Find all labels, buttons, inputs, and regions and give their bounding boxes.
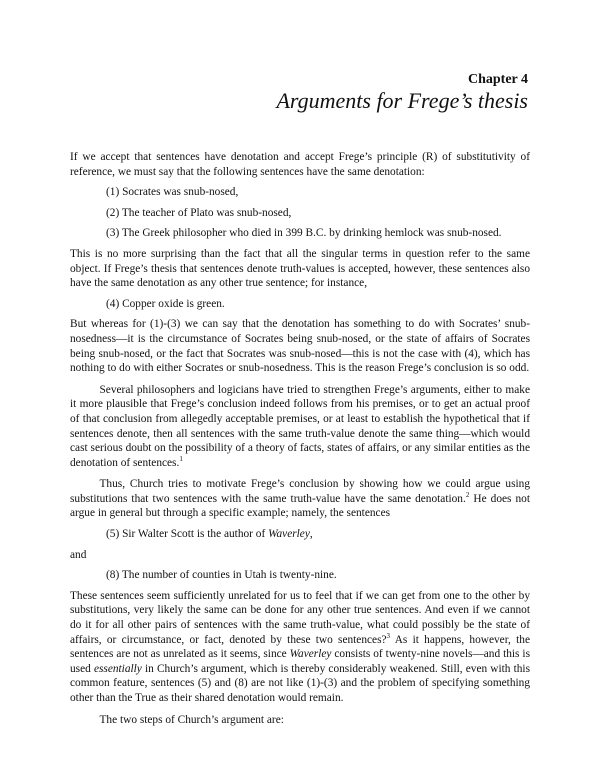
- paragraph: If we accept that sentences have denotation and accept Frege’s principle (R) of substitutivity of reference, we must say that the following sentences have the same denotation:: [70, 151, 530, 178]
- body-text: [70, 150, 530, 727]
- paragraph-text: Several philosophers and logicians have tried to strengthen Frege’s arguments, either to make it more plausible that Frege’s conclusion indeed follows from his premises, or to get an actual proof of that conclusion from allegedly acceptable premises, or at least to establish the hypothetical that if sentences denote, then all sentences with the same truth-value denote the same thing—which would cast serious doubt on the possibility of a theory of facts, states of affairs, or any similar entities as the denotation of sentences.: [70, 383, 530, 469]
- conjunction: and: [70, 548, 87, 561]
- example-sentence: (8) The number of counties in Utah is twenty-nine.: [106, 569, 337, 582]
- paragraph-text: As it happens, however, the sentences are not as unrelated as it seems, since: [70, 633, 530, 661]
- paragraph: [70, 589, 530, 706]
- book-title: Waverley: [268, 528, 310, 541]
- paragraph-text: Thus, Church tries to motivate Frege’s conclusion by showing how we could argue using substitutions that two sentences with the same truth-value have the same denotation.: [70, 478, 530, 505]
- book-title: Waverley: [289, 648, 332, 661]
- chapter-title: Arguments for Frege’s thesis: [276, 88, 528, 113]
- example-text: ,: [309, 528, 313, 541]
- footnote-ref: 1: [179, 454, 183, 463]
- paragraph: The two steps of Church’s argument are:: [99, 713, 284, 726]
- paragraph-text: These sentences seem sufficiently unrelated for us to feel that if we can get from one to the other by substitutions, very likely the same can be done for any other true sentences. And even if we cannot do it for all other pairs of sentences with the same truth-value, what could possibly be the state of affairs, or circumstance, or fact, denoted by these two sentences?: [70, 589, 530, 646]
- paragraph: [70, 383, 530, 471]
- footnote-ref: 3: [386, 631, 391, 640]
- paragraph: But whereas for (1)-(3) we can say that the denotation has something to do with Socrates’ snub-nosedness—it is the circumstance of Socrates being snub-nosed, or the state of affairs of Socrates being snub-nosed, or the fact that Socrates was snub-nosed—this is not the case with (4), which has nothing to do with either Socrates or snub-nosedness. This is the reason Frege’s conclusion is so odd.: [70, 318, 530, 375]
- paragraph: [70, 477, 530, 521]
- paragraph-text: consists of twenty-nine novels—and this is used: [70, 648, 530, 675]
- chapter-number: Chapter 4: [467, 72, 528, 87]
- example-sentence: (1) Socrates was snub-nosed,: [106, 186, 239, 199]
- example-sentence: [70, 527, 530, 542]
- paragraph-text: in Church’s argument, which is thereby considerably weakened. Still, even with this common feature, sentences (5) and (8) are not like (1)-(3) and the problem of specifying something other than the True as their shared denotation would remain.: [70, 662, 531, 704]
- example-sentence: (2) The teacher of Plato was snub-nosed,: [106, 206, 292, 219]
- example-sentence: (4) Copper oxide is green.: [106, 297, 225, 310]
- paragraph: This is no more surprising than the fact that all the singular terms in question refer to the same object. If Frege’s thesis that sentences denote truth-values is accepted, however, these sentences also have the same denotation as any other true sentence; for instance,: [70, 247, 530, 290]
- footnote-ref: 2: [465, 491, 470, 500]
- paragraph-text: He does not argue in general but through a specific example; namely, the sentences: [70, 492, 530, 520]
- example-sentence: (3) The Greek philosopher who died in 399 B.C. by drinking hemlock was snub-nosed.: [106, 227, 502, 240]
- emphasis: essentially: [93, 662, 142, 675]
- example-text: (5) Sir Walter Scott is the author of: [106, 528, 269, 541]
